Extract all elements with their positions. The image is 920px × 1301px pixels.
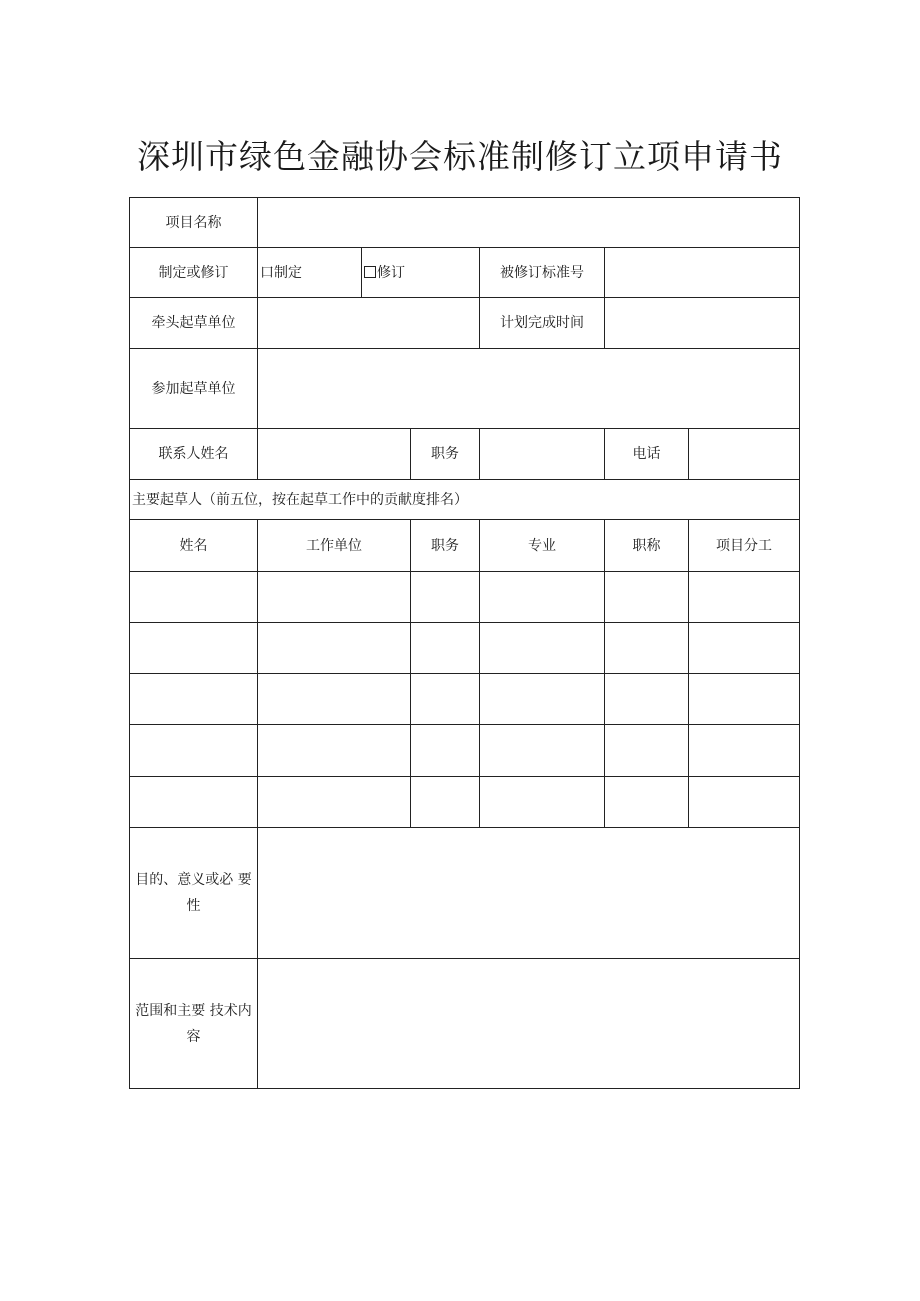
drafter-specialty-cell[interactable]: [480, 725, 605, 777]
drafter-name-cell[interactable]: [130, 572, 258, 623]
table-row: [130, 777, 800, 828]
contact-position-label: 职务: [411, 429, 480, 480]
drafters-header-row: [130, 520, 800, 572]
col-header-specialty: 专业: [480, 520, 605, 572]
drafter-title-cell[interactable]: [605, 572, 689, 623]
drafter-name-cell[interactable]: [130, 623, 258, 674]
option-make-cell[interactable]: [258, 248, 362, 298]
col-header-work-unit: 工作单位: [258, 520, 411, 572]
revised-std-no-field[interactable]: [605, 248, 800, 298]
drafter-work-unit-cell[interactable]: [258, 623, 411, 674]
project-name-field[interactable]: [258, 198, 800, 248]
phone-label: 电话: [605, 429, 689, 480]
row-project-name: [130, 198, 800, 248]
drafter-work-unit-cell[interactable]: [258, 777, 411, 828]
page-title: 深圳市绿色金融协会标准制修订立项申请书: [137, 137, 783, 176]
drafter-work-unit-cell[interactable]: [258, 572, 411, 623]
make-or-revise-label: 制定或修订: [130, 248, 258, 298]
contact-name-label: 联系人姓名: [130, 429, 258, 480]
plan-completion-label: 计划完成时间: [480, 298, 605, 349]
option-make-label: 制定: [274, 264, 302, 281]
row-main-drafters-heading: [130, 480, 800, 520]
drafter-name-cell[interactable]: [130, 725, 258, 777]
drafter-position-cell[interactable]: [411, 777, 480, 828]
option-revise-cell[interactable]: [362, 248, 480, 298]
col-header-title: 职称: [605, 520, 689, 572]
drafter-name-cell[interactable]: [130, 777, 258, 828]
row-participant-units: [130, 349, 800, 429]
drafter-specialty-cell[interactable]: [480, 572, 605, 623]
col-header-position: 职务: [411, 520, 480, 572]
table-row: [130, 674, 800, 725]
drafter-specialty-cell[interactable]: [480, 623, 605, 674]
drafter-role-cell[interactable]: [689, 674, 800, 725]
drafter-title-cell[interactable]: [605, 777, 689, 828]
row-make-or-revise: [130, 248, 800, 298]
drafter-position-cell[interactable]: [411, 572, 480, 623]
scope-label-line2: 容: [186, 1028, 201, 1045]
drafter-role-cell[interactable]: [689, 725, 800, 777]
table-row: [130, 725, 800, 777]
drafter-title-cell[interactable]: [605, 674, 689, 725]
purpose-field[interactable]: [258, 828, 800, 959]
plan-completion-field[interactable]: [605, 298, 800, 349]
drafter-work-unit-cell[interactable]: [258, 674, 411, 725]
lead-unit-field[interactable]: [258, 298, 480, 349]
scope-label-line1: 范围和主要 技术内: [135, 1002, 252, 1019]
row-lead-unit: [130, 298, 800, 349]
option-revise-label: 修订: [377, 264, 405, 281]
table-row: [130, 623, 800, 674]
contact-position-field[interactable]: [480, 429, 605, 480]
drafter-work-unit-cell[interactable]: [258, 725, 411, 777]
row-purpose: [130, 828, 800, 959]
table-row: [130, 572, 800, 623]
lead-unit-label: 牵头起草单位: [130, 298, 258, 349]
row-scope: [130, 959, 800, 1089]
drafter-specialty-cell[interactable]: [480, 777, 605, 828]
drafter-position-cell[interactable]: [411, 623, 480, 674]
drafter-title-cell[interactable]: [605, 725, 689, 777]
drafter-role-cell[interactable]: [689, 572, 800, 623]
drafter-role-cell[interactable]: [689, 777, 800, 828]
scope-field[interactable]: [258, 959, 800, 1089]
drafter-name-cell[interactable]: [130, 674, 258, 725]
drafter-specialty-cell[interactable]: [480, 674, 605, 725]
scope-label: [130, 959, 258, 1089]
main-drafters-heading: 主要起草人（前五位，按在起草工作中的贡献度排名）: [130, 480, 800, 520]
option-make-prefix: 口: [260, 264, 274, 281]
application-form-table: [129, 197, 800, 1089]
purpose-label-line1: 目的、意义或必 要: [135, 872, 252, 888]
contact-name-field[interactable]: [258, 429, 411, 480]
revised-std-no-label: 被修订标准号: [480, 248, 605, 298]
row-contact: [130, 429, 800, 480]
project-name-label: 项目名称: [130, 198, 258, 248]
purpose-label: [130, 828, 258, 959]
phone-field[interactable]: [689, 429, 800, 480]
checkbox-icon[interactable]: [364, 266, 376, 278]
col-header-name: 姓名: [130, 520, 258, 572]
drafter-role-cell[interactable]: [689, 623, 800, 674]
col-header-project-role: 项目分工: [689, 520, 800, 572]
drafter-position-cell[interactable]: [411, 674, 480, 725]
drafter-position-cell[interactable]: [411, 725, 480, 777]
purpose-label-line2: 性: [186, 898, 201, 914]
drafter-title-cell[interactable]: [605, 623, 689, 674]
participant-units-label: 参加起草单位: [130, 349, 258, 429]
participant-units-field[interactable]: [258, 349, 800, 429]
